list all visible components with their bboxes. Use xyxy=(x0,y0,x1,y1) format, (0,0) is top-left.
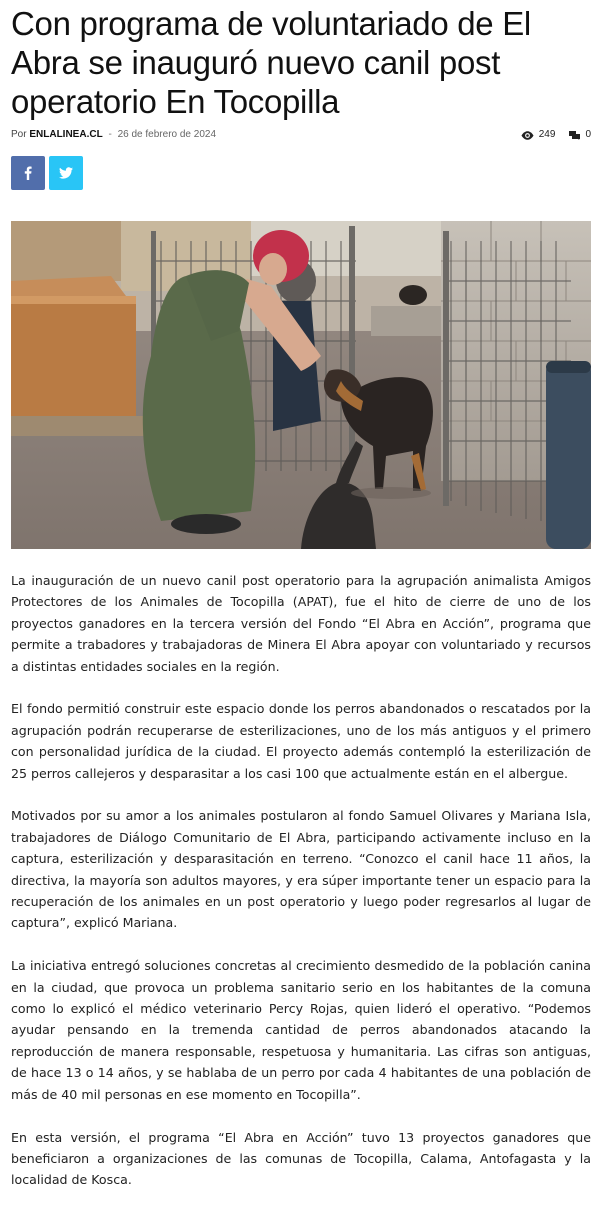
views-count xyxy=(521,125,556,145)
paragraph-2: El fondo permitió construir este espacio donde los perros abandonados o rescatados por la agrupación podrán recuperarse de esterilizaciones, uno de los más antiguos y el primero con personalidad jurídica de la ciudad. El proyecto además contempló la esterilización de 25 perros callejeros y desparasitar a los casi 100 que actualmente están en el albergue. xyxy=(11,701,591,781)
publish-date: 26 de febrero de 2024 xyxy=(117,129,217,140)
paragraph-4: La iniciativa entregó soluciones concretas al crecimiento desmedido de la población canina en la ciudad, que provoca un problema sanitario serio en los habitantes de la comuna como lo explicó el médico veterinario Percy Rojas, quien lideró el operativo. “Podemos ayudar pensando en la tremenda cantidad de perros abandonados atacando la reproducción de manera responsable, respetuosa y humanitaria. Las cifras son antiguas, de hace 13 o 14 años, y se hablaba de un perro por cada 4 habitantes de una población de más de 40 mil personas en ese momento en Tocopilla”. xyxy=(11,958,591,1102)
twitter-icon xyxy=(59,167,73,179)
facebook-icon xyxy=(24,166,32,180)
article-stats xyxy=(521,125,591,145)
paragraph-1: La inauguración de un nuevo canil post operatorio para la agrupación animalista Amigos Protectores de los Animales de Tocopilla (APAT), fue el hito de cierre de uno de los proyectos ganadores en la tercera versión del Fondo “El Abra en Acción”, programa que permite a trabadores y trabajadoras de Minera El Abra apoyar con voluntariado y recursos a distintas entidades sociales en la región. xyxy=(11,573,591,674)
byline xyxy=(11,125,216,145)
eye-icon xyxy=(521,131,534,140)
comment-icon xyxy=(569,131,580,140)
share-buttons xyxy=(11,156,83,190)
paragraph-5: En esta versión, el programa “El Abra en Acción” tuvo 13 proyectos ganadores que beneficiaron a organizaciones de las comunas de Tocopilla, Calama, Antofagasta y la localidad de Kosca. xyxy=(11,1129,591,1188)
twitter-share-button[interactable] xyxy=(49,156,83,190)
meta-separator: - xyxy=(108,129,112,140)
photo-illustration xyxy=(11,221,591,549)
facebook-share-button[interactable] xyxy=(11,156,45,190)
comments-count[interactable] xyxy=(569,125,591,145)
paragraph-3: Motivados por su amor a los animales postularon al fondo Samuel Olivares y Mariana Isla, trabajadores de Diálogo Comunitario de El Abra, participando activamente incluso en la captura, esterilización y desparasitación en terreno. “Conozco el canil hace 11 años, la directiva, la mayoría son adultos mayores, y era súper importante tener un espacio para la recuperación de los animales en un post operatorio y luego poder regresarlos al lugar de captura”, explicó Mariana. xyxy=(11,808,591,931)
by-label: Por xyxy=(11,129,27,140)
article-body xyxy=(11,570,591,1212)
article-title: Con programa de voluntariado de El Abra se inauguró nuevo canil post operatorio En Tocopilla xyxy=(11,5,531,120)
article-meta xyxy=(11,125,591,145)
comments-value: 0 xyxy=(585,129,591,140)
article xyxy=(11,0,591,1188)
article-photo xyxy=(11,221,591,549)
views-value: 249 xyxy=(538,129,556,140)
author-link[interactable]: ENLALINEA.CL xyxy=(29,129,103,140)
